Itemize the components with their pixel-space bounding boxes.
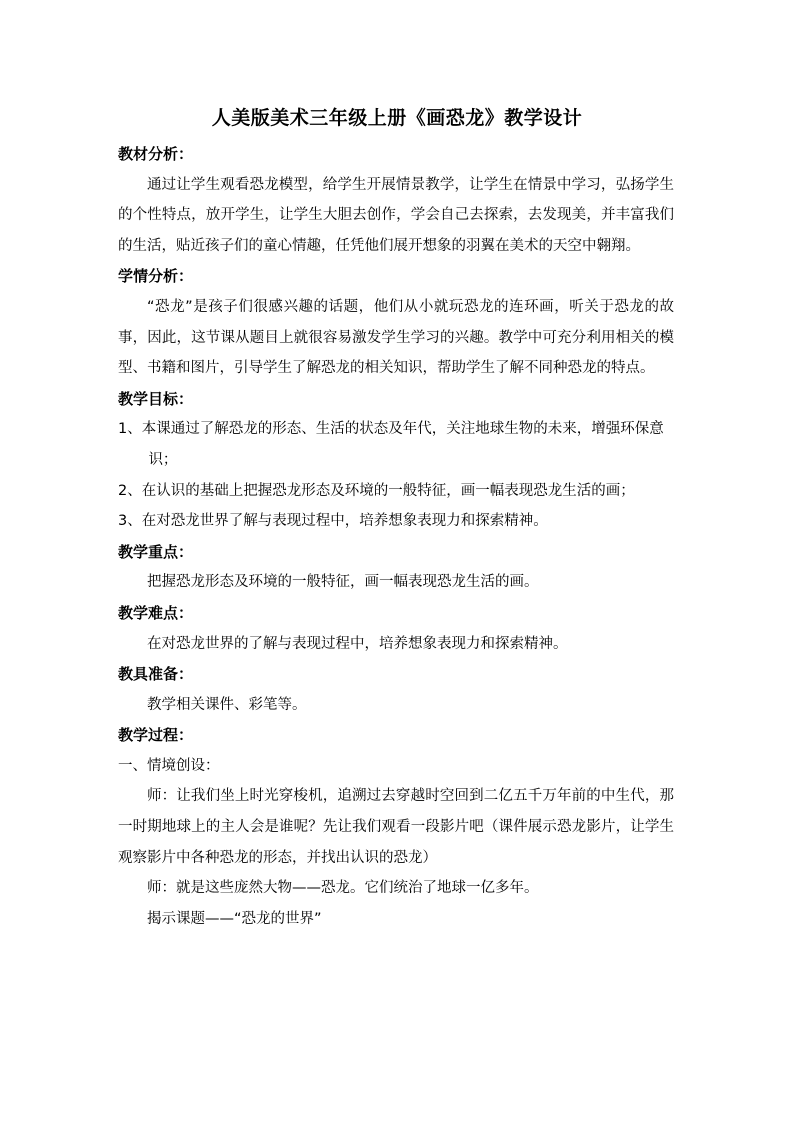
section-key-points — [118, 537, 674, 598]
section-heading: 教学目标： — [118, 389, 194, 408]
section-heading: 教学重点： — [118, 542, 194, 561]
section-heading: 教具准备： — [118, 665, 194, 684]
section-heading: 教材分析： — [118, 145, 194, 163]
section-materials-analysis — [118, 139, 674, 261]
document-title: 人美版美术三年级上册《画恐龙》教学设计 — [211, 107, 583, 129]
section-paragraph: 通过让学生观看恐龙模型，给学生开展情景教学，让学生在情景中学习，弘扬学生的个性特点，放开学生，让学生大胆去创作，学会自己去探索，去发现美，并丰富我们的生活，贴近孩子们的童心情趣，任凭他们展开想象的羽翼在美术的天空中翱翔。 — [118, 176, 674, 254]
section-paragraph: 教学相关课件、彩笔等。 — [147, 696, 307, 713]
section-paragraph: 在对恐龙世界的了解与表现过程中，培养想象表现力和探索精神。 — [147, 635, 568, 652]
section-teaching-goals — [118, 384, 674, 537]
goal-item: 2、在认识的基础上把握恐龙形态及环境的一般特征，画一幅表现恐龙生活的画； — [118, 482, 635, 499]
section-paragraph: 师：就是这些庞然大物——恐龙。它们统治了地球一亿多年。 — [147, 880, 539, 897]
section-paragraph: 把握恐龙形态及环境的一般特征，画一幅表现恐龙生活的画。 — [147, 574, 539, 591]
goal-item: 3、在对恐龙世界了解与表现过程中，培养想象表现力和探索精神。 — [118, 513, 548, 530]
section-teaching-process — [118, 720, 674, 934]
section-difficulties — [118, 598, 674, 659]
section-heading: 教学过程： — [118, 726, 194, 745]
document-body — [118, 139, 674, 934]
section-paragraph: 揭示课题——“恐龙的世界” — [147, 910, 322, 927]
goal-item: 1、本课通过了解恐龙的形态、生活的状态及年代，关注地球生物的未来，增强环保意识； — [118, 421, 664, 468]
section-student-analysis — [118, 261, 674, 383]
sub-heading: 一、情境创设： — [118, 757, 220, 774]
section-paragraph: 师：让我们坐上时光穿梭机，追溯过去穿越时空回到二亿五千万年前的中生代，那一时期地球上的主人会是谁呢？先让我们观看一段影片吧（课件展示恐龙影片，让学生观察影片中各种恐龙的形态，并找出认识的恐龙） — [118, 788, 674, 866]
section-teaching-tools — [118, 659, 674, 720]
section-paragraph: “恐龙”是孩子们很感兴趣的话题，他们从小就玩恐龙的连环画，听关于恐龙的故事，因此，这节课从题目上就很容易激发学生学习的兴趣。教学中可充分利用相关的模型、书籍和图片，引导学生了解恐龙的相关知识，帮助学生了解不同种恐龙的特点。 — [118, 298, 674, 377]
section-heading: 学情分析： — [118, 267, 194, 286]
section-heading: 教学难点： — [118, 603, 194, 622]
